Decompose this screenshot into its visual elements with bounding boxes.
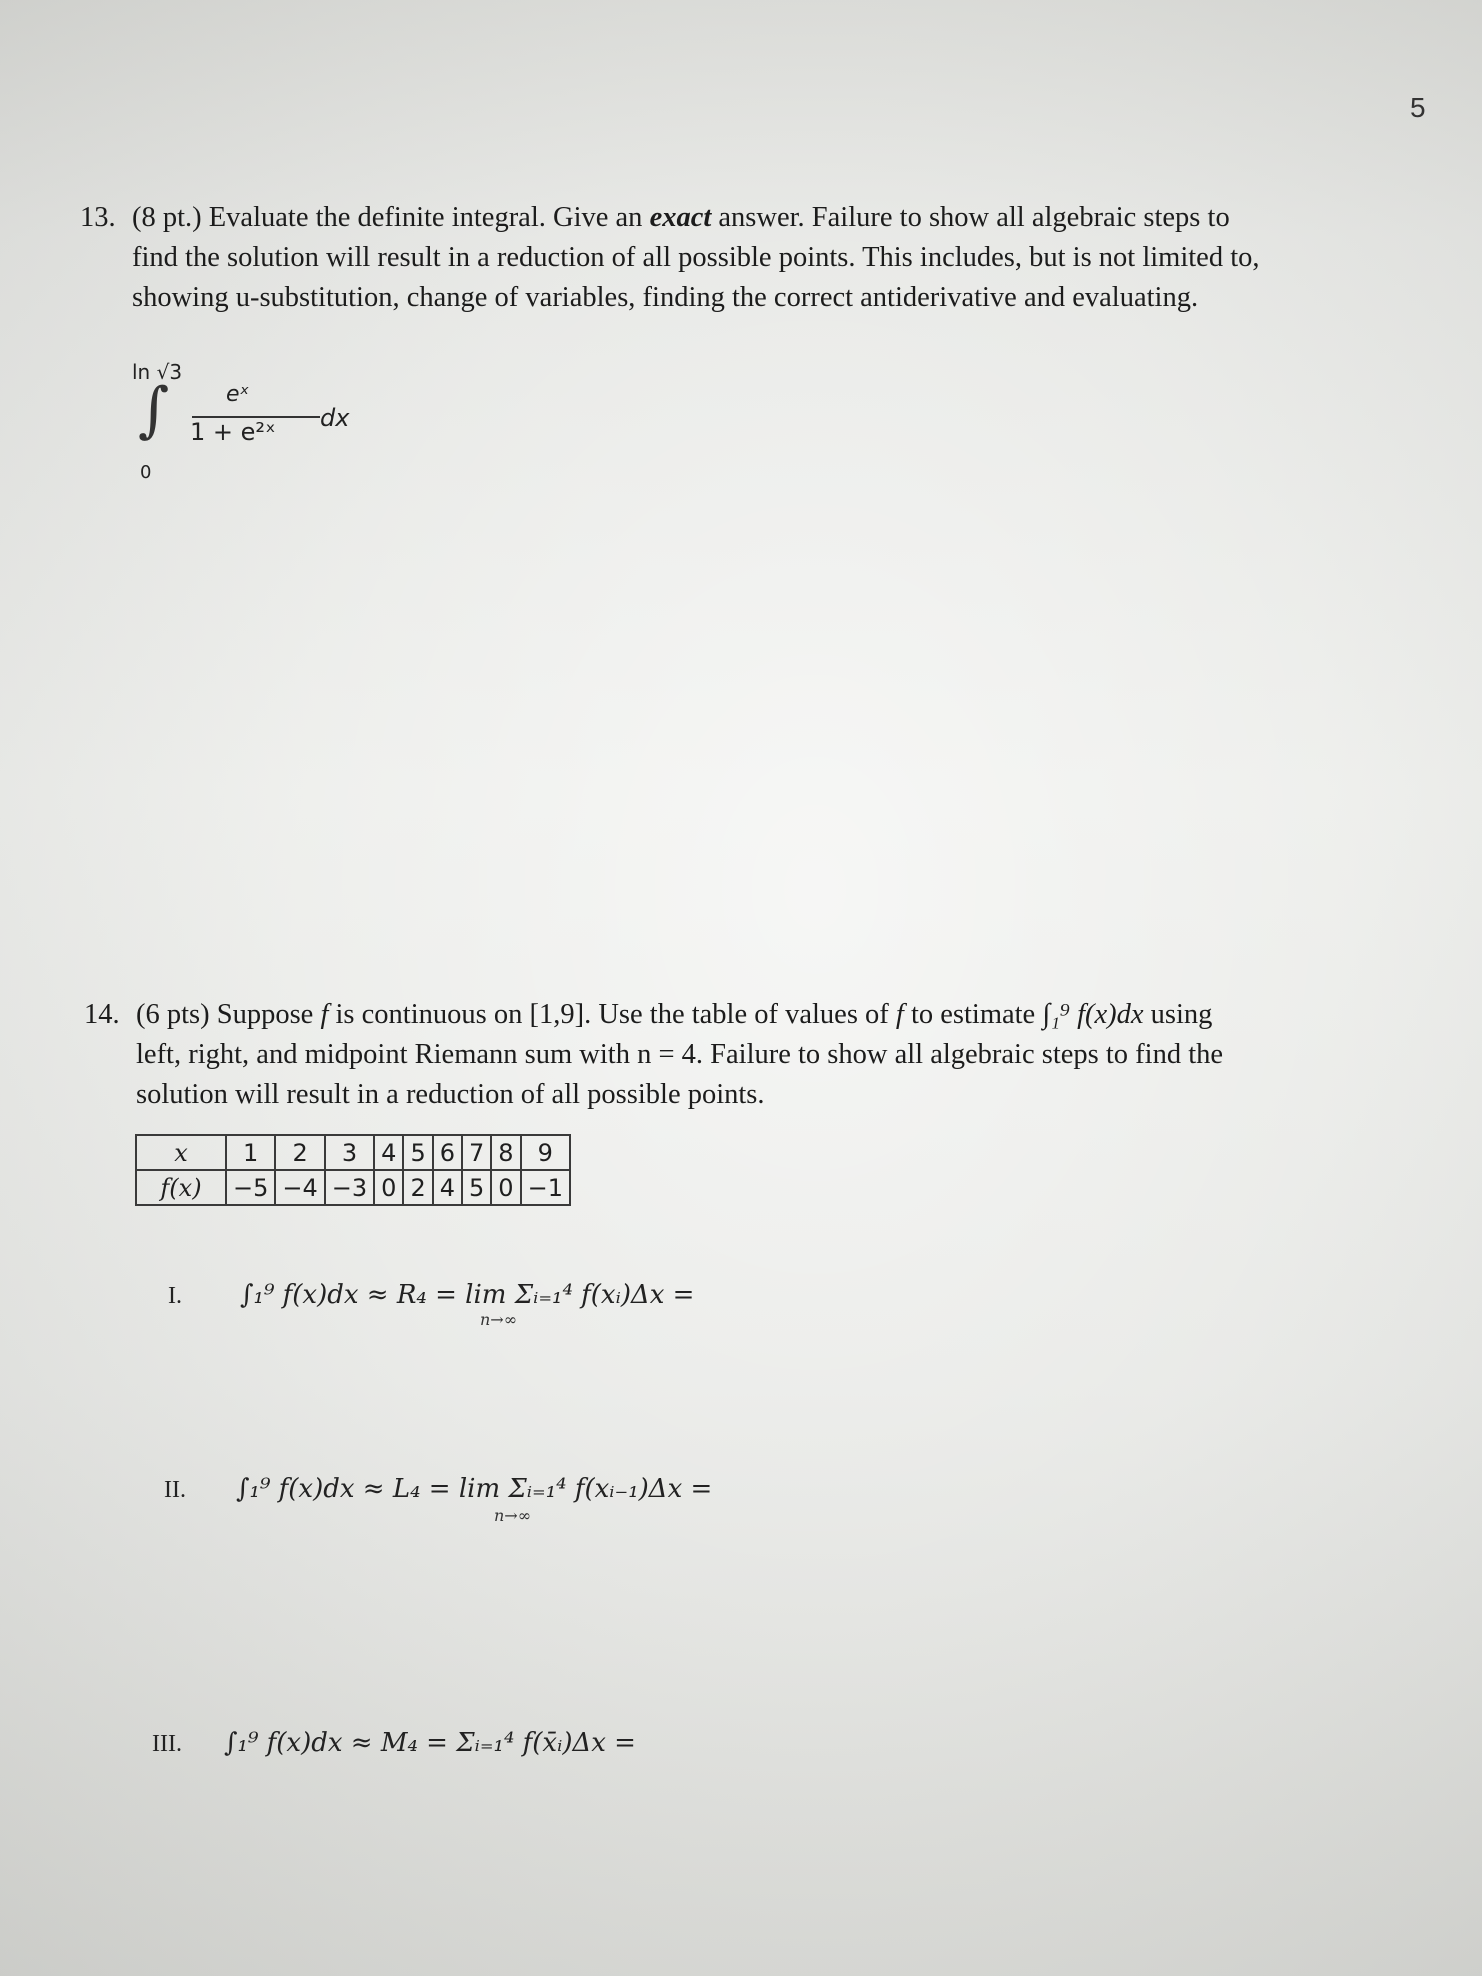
problem-14-number: 14. bbox=[84, 999, 120, 1030]
problem-14-text bbox=[84, 995, 1404, 1115]
table-row-fx bbox=[136, 1170, 570, 1205]
problem-14-line1-a: (6 pts) Suppose bbox=[136, 999, 321, 1030]
table-cell: 4 bbox=[433, 1170, 462, 1205]
integrand-denominator: 1 + e²ˣ bbox=[190, 418, 276, 446]
problem-13-exact-emphasis: exact bbox=[649, 202, 712, 233]
values-table bbox=[135, 1134, 571, 1206]
limit-subscript: n→∞ bbox=[494, 1506, 532, 1525]
estimate-label: II. bbox=[164, 1477, 186, 1503]
integral-upper-limit: ln √3 bbox=[132, 360, 183, 384]
problem-14-f-symbol-2: f bbox=[895, 999, 904, 1030]
problem-14-line1-c: to estimate bbox=[903, 999, 1043, 1030]
table-cell: 0 bbox=[491, 1170, 520, 1205]
estimate-label: I. bbox=[168, 1283, 182, 1309]
problem-13-line1-pre: (8 pt.) Evaluate the definite integral. Give an bbox=[132, 202, 650, 233]
table-cell: −1 bbox=[521, 1170, 570, 1205]
table-cell: 8 bbox=[491, 1135, 520, 1170]
table-cell: 4 bbox=[374, 1135, 403, 1170]
limit-subscript: n→∞ bbox=[480, 1310, 518, 1329]
problem-13-line1-post: answer. Failure to show all algebraic steps to bbox=[711, 202, 1230, 233]
integral-differential: dx bbox=[320, 404, 350, 432]
problem-13-integral bbox=[132, 360, 372, 483]
table-row-x bbox=[136, 1135, 570, 1170]
integrand-numerator: eˣ bbox=[226, 382, 250, 407]
estimate-label: III. bbox=[152, 1731, 182, 1757]
table-cell: −4 bbox=[275, 1170, 324, 1205]
table-cell: 1 bbox=[226, 1135, 275, 1170]
problem-14-line2: left, right, and midpoint Riemann sum with n = 4. Failure to show all algebraic steps to find the bbox=[136, 1039, 1224, 1070]
table-header-x: x bbox=[136, 1135, 226, 1170]
table-header-fx: f(x) bbox=[136, 1170, 226, 1205]
problem-14-integral-inline: ∫₁⁹ f(x)dx bbox=[1042, 999, 1144, 1030]
problem-14-f-symbol: f bbox=[320, 999, 329, 1030]
table-cell: 5 bbox=[403, 1135, 432, 1170]
table-cell: 9 bbox=[521, 1135, 570, 1170]
problem-14-line1-b: is continuous on [1,9]. Use the table of values of bbox=[328, 999, 896, 1030]
page-number: 5 bbox=[1410, 92, 1426, 123]
integral-sign: ∫ bbox=[138, 375, 170, 445]
estimate-left-sum bbox=[164, 1474, 712, 1504]
estimate-formula: ∫₁⁹ f(x)dx ≈ L₄ = lim Σᵢ₌₁⁴ f(xᵢ₋₁)Δx = bbox=[236, 1474, 713, 1504]
table-cell: 3 bbox=[325, 1135, 374, 1170]
table-cell: 6 bbox=[433, 1135, 462, 1170]
estimate-right-sum bbox=[168, 1280, 694, 1310]
estimate-formula: ∫₁⁹ f(x)dx ≈ M₄ = Σᵢ₌₁⁴ f(x̄ᵢ)Δx = bbox=[224, 1728, 636, 1758]
table-cell: 2 bbox=[403, 1170, 432, 1205]
table-cell: −3 bbox=[325, 1170, 374, 1205]
estimate-formula: ∫₁⁹ f(x)dx ≈ R₄ = lim Σᵢ₌₁⁴ f(xᵢ)Δx = bbox=[240, 1280, 695, 1310]
table-cell: 0 bbox=[374, 1170, 403, 1205]
problem-13-number: 13. bbox=[80, 202, 116, 233]
table-cell: 5 bbox=[462, 1170, 491, 1205]
table-cell: 7 bbox=[462, 1135, 491, 1170]
estimate-midpoint-sum bbox=[152, 1728, 636, 1758]
integral-lower-limit: 0 bbox=[140, 462, 152, 483]
problem-13-line3: showing u-substitution, change of variables, finding the correct antiderivative and evaluating. bbox=[132, 282, 1199, 313]
problem-13-text bbox=[80, 198, 1410, 318]
table-cell: 2 bbox=[275, 1135, 324, 1170]
problem-14-line1-d: using bbox=[1143, 999, 1213, 1030]
table-cell: −5 bbox=[226, 1170, 275, 1205]
problem-13-line2: find the solution will result in a reduction of all possible points. This includes, but is not limited to, bbox=[132, 242, 1260, 273]
problem-14-line3: solution will result in a reduction of all possible points. bbox=[136, 1079, 765, 1110]
